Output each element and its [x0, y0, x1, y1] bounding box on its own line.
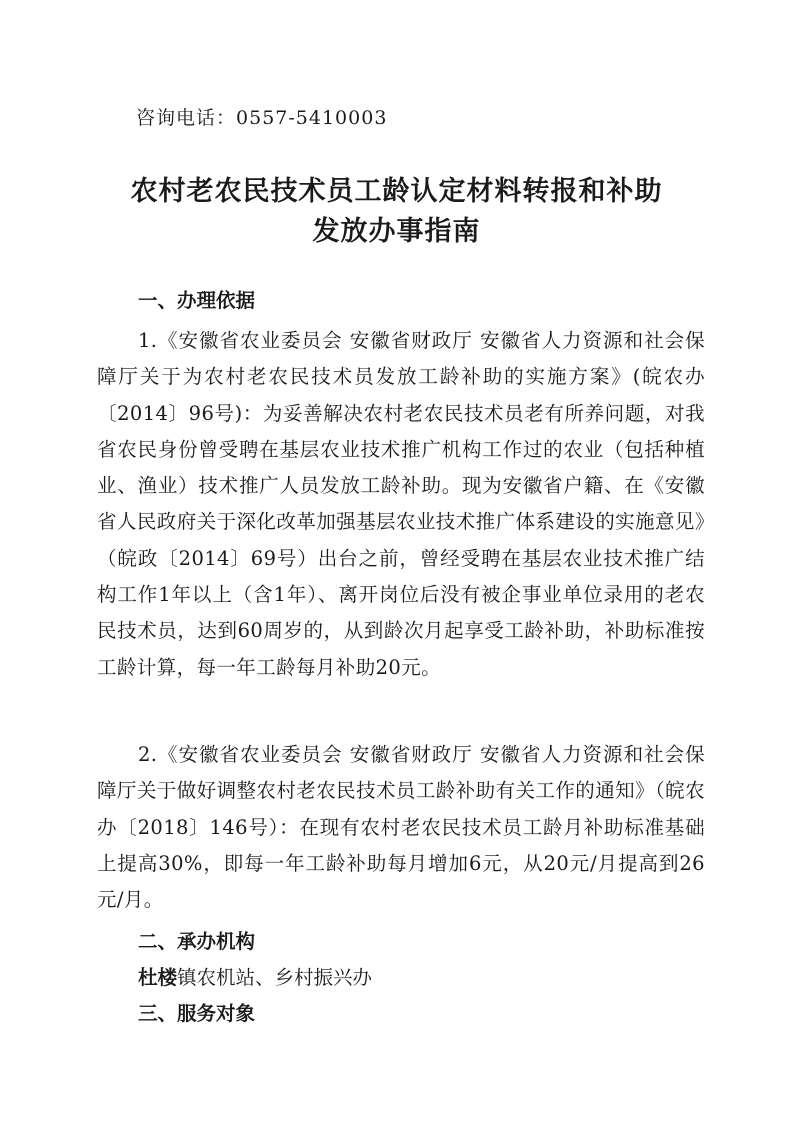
contact-label: 咨询电话：	[136, 107, 237, 129]
document-title-line-2: 发放办事指南	[312, 216, 481, 247]
contact-phone: 0557-5410003	[236, 107, 388, 129]
section-heading-target: 三、服务对象	[138, 1002, 256, 1025]
contact-line	[136, 104, 387, 132]
section-heading-agency: 二、承办机构	[138, 930, 256, 953]
document-title-line-1: 农村老农民技术员工龄认定材料转报和补助	[130, 176, 663, 207]
agency-offices: 镇农机站、乡村振兴办	[177, 966, 373, 989]
section-heading-basis: 一、办理依据	[138, 289, 256, 312]
agency-line	[138, 964, 372, 992]
basis-item-1: 1.《安徽省农业委员会 安徽省财政厅 安徽省人力资源和社会保障厅关于为农村老农民技术员发放工龄补助的实施方案》(皖农办〔2014〕96号)：为妥善解决农村老农民技术员老有所养问题，对我省农民身份曾受聘在基层农业技术推广机构工作过的农业（包括种植业、渔业）技术推广人员发放工龄补助。现为安徽省户籍、在《安徽省人民政府关于深化改革加强基层农业技术推广体系建设的实施意见》（皖政〔2014〕69号）出台之前，曾经受聘在基层农业技术推广结构工作1年以上（含1年）、离开岗位后没有被企事业单位录用的老农民技术员，达到60周岁的，从到龄次月起享受工龄补助，补助标准按工龄计算，每一年工龄每月补助20元。	[97, 329, 705, 679]
agency-town: 杜楼	[138, 966, 178, 989]
basis-item-2: 2.《安徽省农业委员会 安徽省财政厅 安徽省人力资源和社会保障厅关于做好调整农村老农民技术员工龄补助有关工作的通知》（皖农办〔2018〕146号）：在现有农村老农民技术员工龄月补助标准基础上提高30%，即每一年工龄补助每月增加6元，从20元/月提高到26元/月。	[97, 743, 705, 912]
